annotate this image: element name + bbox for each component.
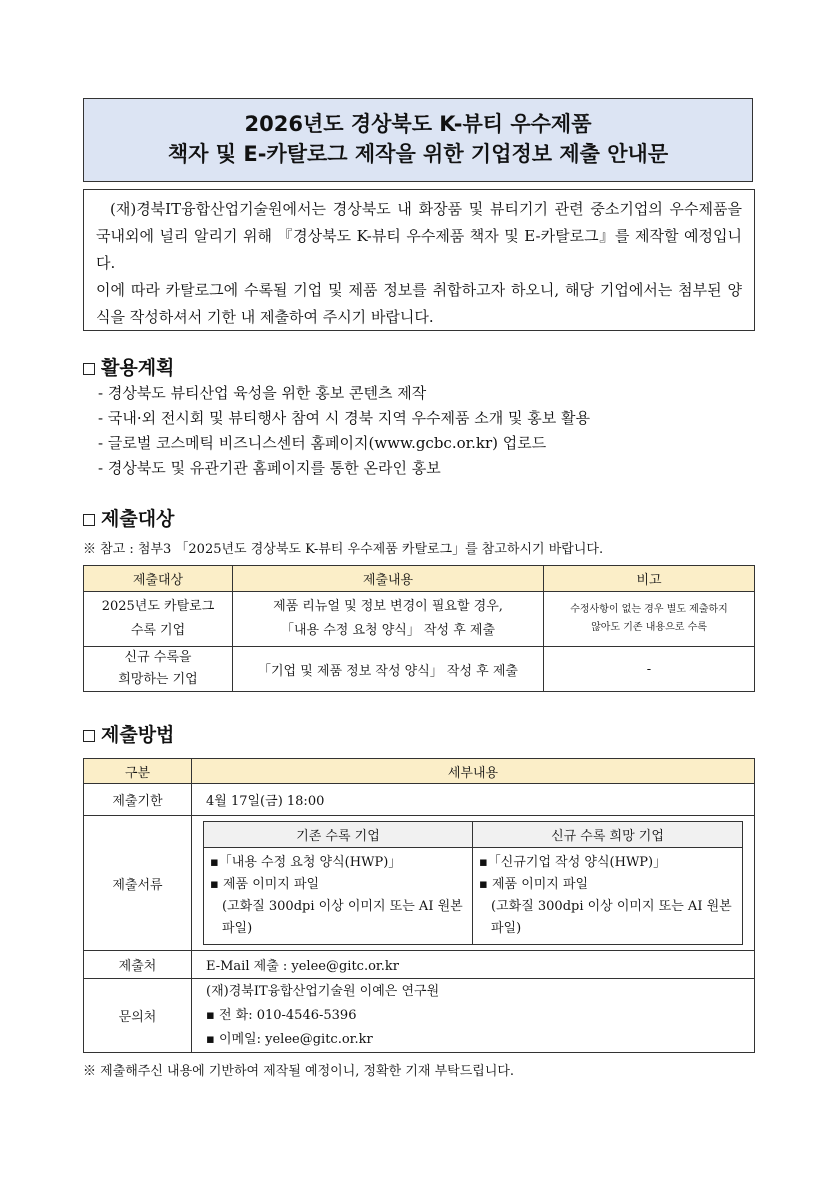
destination-value: E-Mail 제출 : yelee@gitc.or.kr [192, 951, 755, 979]
header-category: 구분 [84, 759, 192, 784]
docs-col2-item-2: ▪ 제품 이미지 파일 [479, 877, 589, 892]
contact-phone: ▪ 전 화: 010-4546-5396 [206, 1007, 357, 1023]
section-method-heading: 제출방법 [83, 720, 174, 747]
contact-email: ▪ 이메일: yelee@gitc.or.kr [206, 1031, 373, 1047]
section-usage-plan-heading: 활용계획 [83, 353, 174, 380]
table-row [84, 784, 755, 816]
docs-col1-header: 기존 수록 기업 [204, 822, 473, 848]
contact-label: 문의처 [84, 979, 192, 1053]
row1-remark-a: 수정사항이 없는 경우 별도 제출하지 [570, 604, 728, 615]
intro-paragraph-2: 이에 따라 카탈로그에 수록될 기업 및 제품 정보를 취합하고자 하오니, 해당 기업에서는 첨부된 양식을 작성하셔서 기한 내 제출하여 주시기 바랍니다. [96, 281, 742, 326]
document-title-box [83, 98, 753, 182]
deadline-value: 4월 17일(금) 18:00 [192, 784, 755, 816]
docs-col2-item-3: (고화질 300dpi 이상 이미지 또는 AI 원본 파일) [491, 899, 732, 936]
table-row [84, 592, 755, 647]
docs-col2-item-1: ▪「신규기업 작성 양식(HWP)」 [479, 855, 667, 870]
contact-org: (재)경북IT융합산업기술원 이예은 연구원 [206, 983, 440, 999]
footer-note: ※ 제출해주신 내용에 기반하여 제작될 예정이니, 정확한 기재 부탁드립니다. [83, 1064, 515, 1079]
list-item: - 경상북도 뷰티산업 육성을 위한 홍보 콘텐츠 제작 [98, 384, 427, 402]
table-row [84, 816, 755, 951]
docs-inner-table [203, 821, 743, 945]
row1-target-a: 2025년도 카탈로그 [101, 599, 215, 614]
table-row [84, 951, 755, 979]
target-table [83, 565, 755, 692]
docs-label: 제출서류 [84, 816, 192, 951]
checkbox-square-icon [83, 730, 95, 742]
docs-col2-header: 신규 수록 희망 기업 [473, 822, 743, 848]
destination-label: 제출처 [84, 951, 192, 979]
deadline-label: 제출기한 [84, 784, 192, 816]
usage-plan-list [98, 381, 590, 481]
intro-paragraph-1: (재)경북IT융합산업기술원에서는 경상북도 내 화장품 및 뷰티기기 관련 중소기업의 우수제품을 국내외에 널리 알리기 위해 『경상북도 K-뷰티 우수제품 책자 및 E-카탈로그』를 제작할 예정입니다. [96, 200, 742, 272]
target-reference-note: ※ 참고 : 첨부3 「2025년도 경상북도 K-뷰티 우수제품 카탈로그」를 참고하시기 바랍니다. [83, 542, 604, 557]
checkbox-square-icon [83, 514, 95, 526]
row1-content-a: 제품 리뉴얼 및 정보 변경이 필요할 경우, [273, 599, 503, 614]
row1-content-b: 「내용 수정 요청 양식」 작성 후 제출 [280, 623, 496, 638]
row2-target-b: 희망하는 기업 [118, 672, 198, 687]
header-target: 제출대상 [84, 566, 233, 592]
row2-target-a: 신규 수록을 [124, 650, 192, 665]
docs-col1-item-3: (고화질 300dpi 이상 이미지 또는 AI 원본 파일) [222, 899, 463, 936]
checkbox-square-icon [83, 363, 95, 375]
docs-col1-cell [204, 848, 473, 945]
docs-col2-cell [473, 848, 743, 945]
title-line-2: 책자 및 E-카탈로그 제작을 위한 기업정보 제출 안내문 [167, 142, 669, 166]
docs-col1-item-1: ▪「내용 수정 요청 양식(HWP)」 [210, 855, 402, 870]
docs-col1-item-2: ▪ 제품 이미지 파일 [210, 877, 320, 892]
row2-content: 「기업 및 제품 정보 작성 양식」 작성 후 제출 [233, 647, 544, 692]
row1-remark-b: 않아도 기존 내용으로 수록 [591, 622, 707, 633]
title-line-1: 2026년도 경상북도 K-뷰티 우수제품 [244, 112, 592, 136]
list-item: - 국내·외 전시회 및 뷰티행사 참여 시 경북 지역 우수제품 소개 및 홍보 활용 [98, 409, 591, 427]
section-target-heading: 제출대상 [83, 504, 174, 531]
list-item: - 글로벌 코스메틱 비즈니스센터 홈페이지(www.gcbc.or.kr) 업로드 [98, 434, 547, 452]
header-content: 제출내용 [233, 566, 544, 592]
table-row [84, 647, 755, 692]
intro-box [83, 189, 755, 331]
list-item: - 경상북도 및 유관기관 홈페이지를 통한 온라인 홍보 [98, 459, 441, 477]
header-details: 세부내용 [192, 759, 755, 784]
row2-remark: - [544, 647, 755, 692]
header-remark: 비고 [544, 566, 755, 592]
row1-target-b: 수록 기업 [130, 623, 186, 638]
method-table [83, 758, 755, 1053]
table-row [84, 979, 755, 1053]
